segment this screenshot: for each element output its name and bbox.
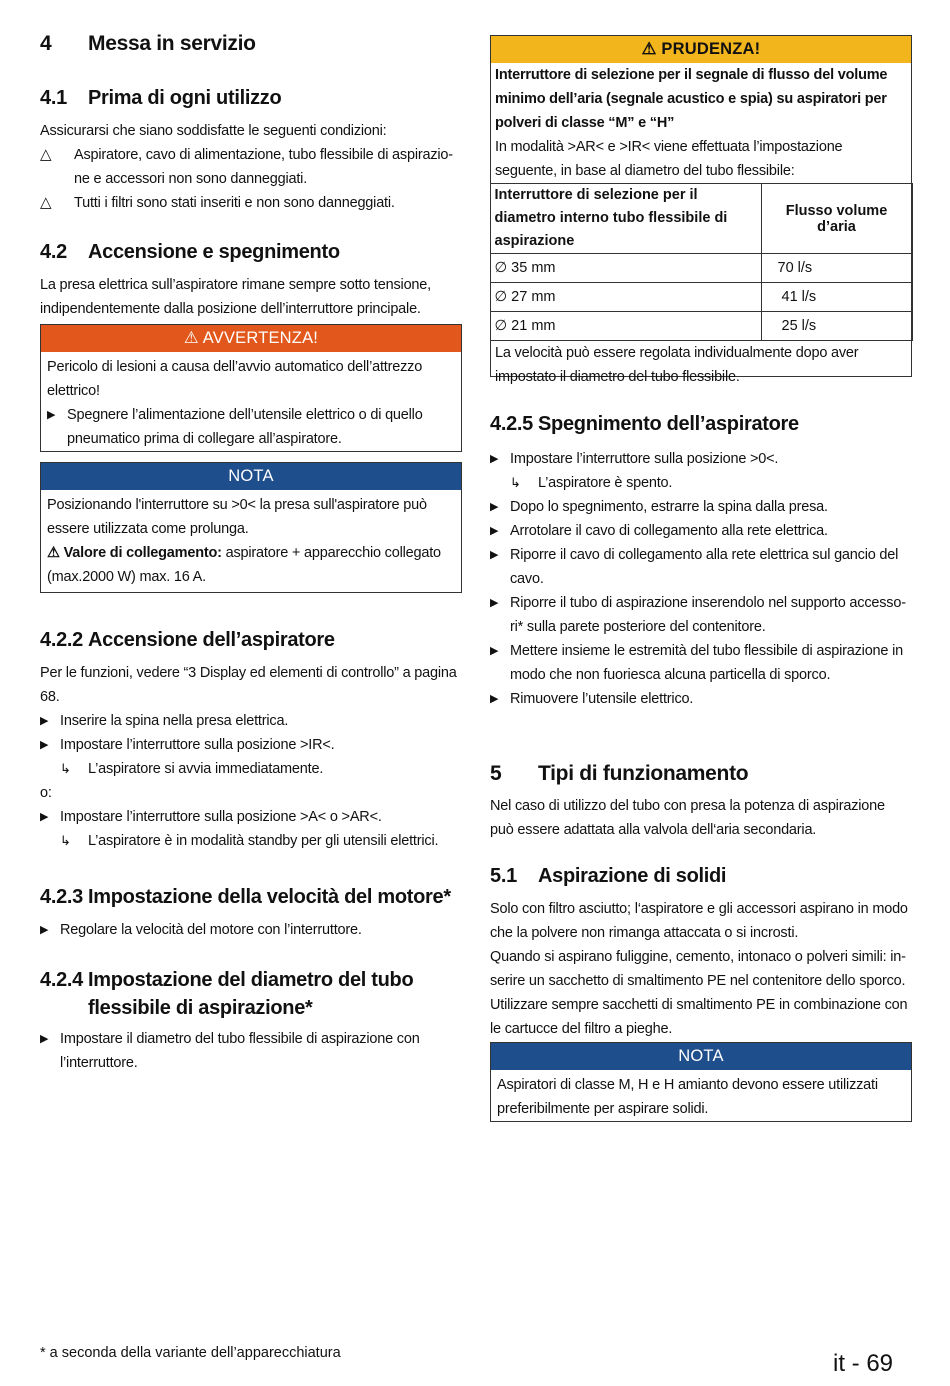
section-4-2-4-heading: 4.2.4 Impostazione del diametro del tubo flessibile di aspirazione*: [40, 969, 414, 1019]
section-4-2-4-body: [40, 1027, 462, 1075]
section-4-2-5-body: [490, 447, 912, 711]
result-arrow-icon: ↳: [510, 475, 521, 490]
caution-header: ⚠ PRUDENZA!: [491, 36, 911, 63]
result-item: ↳ L’aspiratore è spento.: [490, 471, 912, 495]
caution-box: [490, 35, 912, 385]
table-header: Interruttore di selezione per il diametro interno tubo flessibile di aspirazione: [490, 184, 761, 254]
list-item: ▶ Regolare la velocità del motore con l’interruttore.: [40, 918, 462, 942]
triangle-icon: △: [40, 194, 52, 211]
table-row: ∅ 27 mm 41 l/s: [490, 283, 912, 312]
result-arrow-icon: ↳: [60, 833, 71, 848]
section-5-1-body: Solo con filtro asciutto; l‘aspiratore e gli accessori aspirano in modo che la polvere non rimanga attaccata o si incrosti. Quando si aspirano fuliggine, cemento, intonaco o polveri simili: in-serire un sacchetto di smaltimento PE nel contenitore dello sporco. Utilizzare sempre sacchetti di smaltimento PE in combinazione con le cartucce del filtro a pieghe.: [490, 901, 908, 1037]
list-item: ▶ Inserire la spina nella presa elettrica.: [40, 709, 462, 733]
arrow-bullet-icon: ▶: [47, 409, 56, 421]
note-box: [490, 1042, 912, 1122]
section-5-text: Nel caso di utilizzo del tubo con presa la potenza di aspirazione può essere adattata alla valvola dell‘aria secondaria.: [490, 798, 885, 838]
warning-text: Pericolo di lesioni a causa dell’avvio automatico dell’attrezzo elettrico!: [47, 359, 423, 399]
section-4-2-5-heading: 4.2.5 Spegnimento dell’aspiratore: [490, 413, 799, 435]
section-5-heading: 5 Tipi di funzionamento: [490, 762, 749, 785]
arrow-bullet-icon: ▶: [490, 525, 499, 537]
list-item: △ Tutti i filtri sono stati inseriti e non sono danneggiati.: [40, 191, 462, 215]
list-item: ▶ Spegnere l’alimentazione dell’utensile elettrico o di quello pneumatico prima di collegare all’aspiratore.: [47, 403, 455, 451]
note-text: Aspiratori di classe M, H e H amianto devono essere utilizzati preferibilmente per aspirare solidi.: [497, 1077, 878, 1117]
arrow-bullet-icon: ▶: [490, 453, 499, 465]
list-item: ▶ Rimuovere l’utensile elettrico.: [490, 687, 912, 711]
list-item: ▶ Riporre il cavo di collegamento alla rete elettrica sul gancio del cavo.: [490, 543, 912, 591]
section-5-1-heading: 5.1 Aspirazione di solidi: [490, 865, 727, 887]
caution-footer: La velocità può essere regolata individualmente dopo aver impostato il diametro del tubo flessibile.: [495, 345, 859, 385]
diameter-table: [490, 183, 913, 341]
section-4-2-3-heading: 4.2.3 Impostazione della velocità del motore*: [40, 886, 451, 908]
section-4-2-2-heading: 4.2.2 Accensione dell’aspiratore: [40, 629, 335, 651]
note-box: [40, 462, 462, 593]
list-item: ▶ Mettere insieme le estremità del tubo flessibile di aspirazione in modo che non fuoriesca alcuna particella di sporco.: [490, 639, 912, 687]
list-item: ▶ Impostare l’interruttore sulla posizione >A< o >AR<.: [40, 805, 462, 829]
list-item: ▶ Riporre il tubo di aspirazione inserendolo nel supporto accesso-ri* sulla parete posteriore del contenitore.: [490, 591, 912, 639]
arrow-bullet-icon: ▶: [490, 693, 499, 705]
triangle-icon: △: [40, 146, 52, 163]
section-4-heading: 4 Messa in servizio: [40, 32, 256, 55]
arrow-bullet-icon: ▶: [40, 811, 49, 823]
table-row: ∅ 21 mm 25 l/s: [490, 312, 912, 341]
section-4-2-text: La presa elettrica sull’aspiratore rimane sempre sotto tensione, indipendentemente dalla posizione dell’interruttore principale.: [40, 277, 431, 317]
section-4-1-body: [40, 119, 462, 215]
result-item: ↳ L’aspiratore è in modalità standby per gli utensili elettrici.: [40, 829, 462, 853]
list-item: ▶ Impostare l’interruttore sulla posizione >IR<.: [40, 733, 462, 757]
note-header: NOTA: [491, 1043, 911, 1070]
table-row: ∅ 35 mm 70 l/s: [490, 254, 912, 283]
table-header: Flusso volume d’aria: [761, 184, 912, 254]
arrow-bullet-icon: ▶: [490, 549, 499, 561]
section-4-1-intro: Assicurarsi che siano soddisfatte le seguenti condizioni:: [40, 123, 387, 139]
warning-box: [40, 324, 462, 452]
caution-text: In modalità >AR< e >IR< viene effettuata l’impostazione seguente, in base al diametro del tubo flessibile:: [495, 139, 843, 179]
section-4-1-heading: 4.1 Prima di ogni utilizzo: [40, 87, 282, 109]
list-item: ▶ Arrotolare il cavo di collegamento alla rete elettrica.: [490, 519, 912, 543]
result-item: ↳ L’aspiratore si avvia immediatamente.: [40, 757, 462, 781]
arrow-bullet-icon: ▶: [490, 597, 499, 609]
list-item: △ Aspiratore, cavo di alimentazione, tubo flessibile di aspirazio-ne e accessori non sono danneggiati.: [40, 143, 462, 191]
note-text: Posizionando l'interruttore su >0< la presa sull'aspiratore può essere utilizzata come prolunga.: [47, 497, 427, 537]
arrow-bullet-icon: ▶: [40, 924, 49, 936]
footnote: * a seconda della variante dell’apparecchiatura: [40, 1345, 341, 1361]
result-arrow-icon: ↳: [60, 761, 71, 776]
section-4-2-2-body: Per le funzioni, vedere “3 Display ed elementi di controllo” a pagina 68. ▶ Inserire la spina nella presa elettrica. ▶ Impostare l’interruttore sulla posizione >IR<. ↳ L’aspiratore si avvia immediatamente. o: ▶ Impostare l’interruttore sulla posizione >A< o >AR<. ↳ L’aspiratore è in modalità standby per gli utensili elettrici.: [40, 661, 462, 853]
arrow-bullet-icon: ▶: [490, 501, 499, 513]
list-item: ▶ Impostare l’interruttore sulla posizione >0<.: [490, 447, 912, 471]
arrow-bullet-icon: ▶: [40, 739, 49, 751]
warning-header: ⚠ AVVERTENZA!: [41, 325, 461, 352]
list-item: ▶ Impostare il diametro del tubo flessibile di aspirazione con l’interruttore.: [40, 1027, 462, 1075]
note-header: NOTA: [41, 463, 461, 490]
arrow-bullet-icon: ▶: [40, 715, 49, 727]
note-connection-value: ⚠ Valore di collegamento: aspiratore + apparecchio collegato (max.2000 W) max. 16 A.: [47, 545, 441, 585]
caution-title: Interruttore di selezione per il segnale di flusso del volume minimo dell’aria (segnale acustico e spia) su aspiratori per polveri di classe “M” e “H”: [495, 67, 888, 131]
arrow-bullet-icon: ▶: [490, 645, 499, 657]
section-4-2-3-body: [40, 918, 462, 942]
page-number: it - 69: [833, 1350, 894, 1377]
list-item: ▶ Dopo lo spegnimento, estrarre la spina dalla presa.: [490, 495, 912, 519]
arrow-bullet-icon: ▶: [40, 1033, 49, 1045]
section-4-2-heading: 4.2 Accensione e spegnimento: [40, 241, 340, 263]
